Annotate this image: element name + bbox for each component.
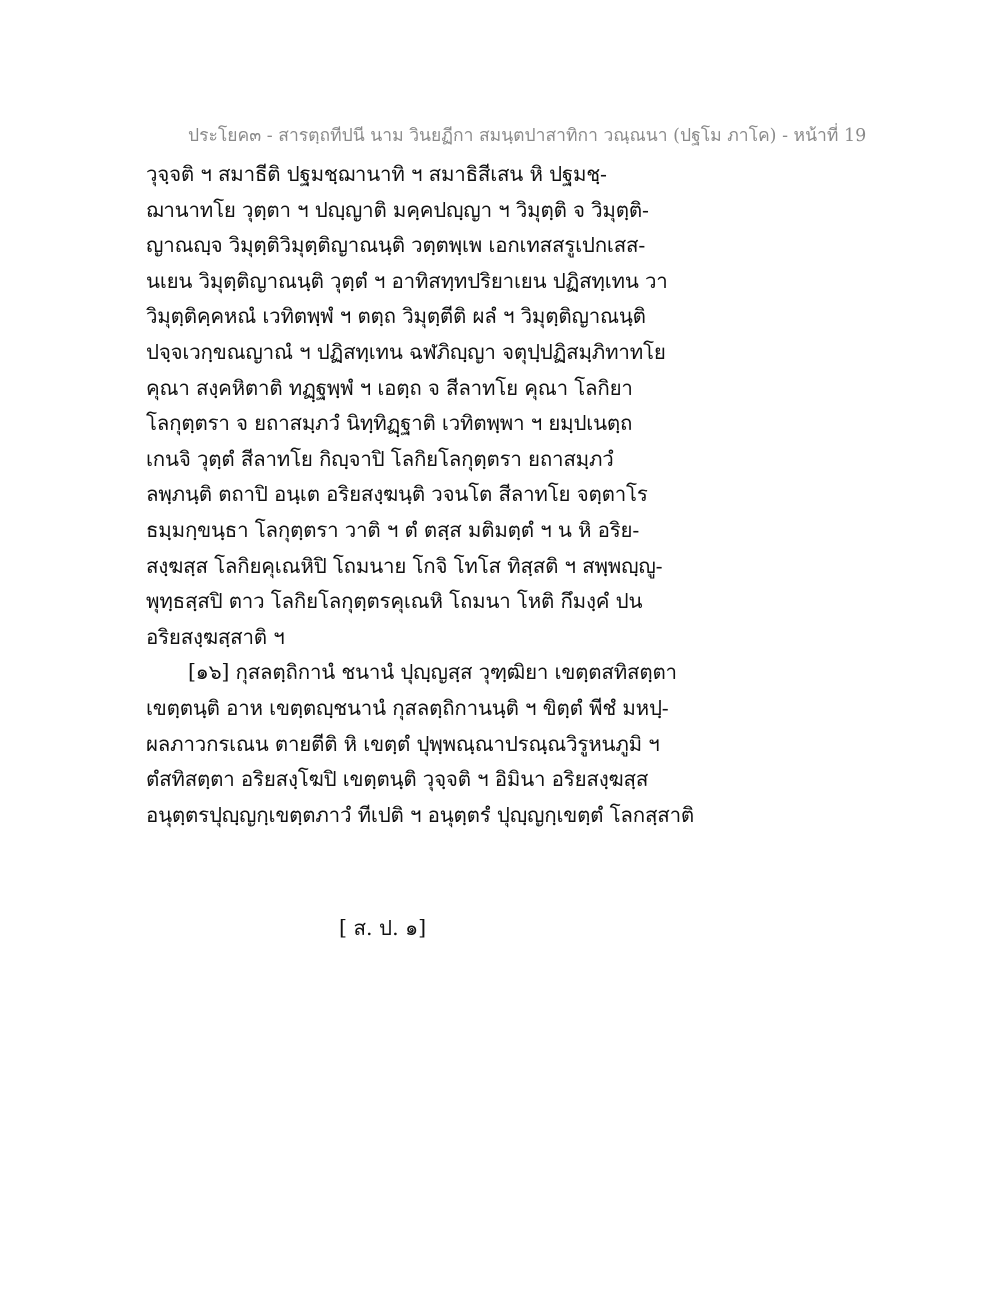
text-line: วุจฺจติ ฯ สมาธีติ ปฐมชฺฌานาทิ ฯ สมาธิสีเสน หิ ปฐมชฺ- [146,162,607,186]
text-line: เขตฺตนฺติ อาห เขตฺตญฺชนานํ กุสลตฺถิกานนฺติ ฯ ขิตฺตํ พีชํ มหปฺ- [146,695,669,720]
text-line: นเยน วิมุตฺติญาณนฺติ วุตฺตํ ฯ อาทิสทฺทปริยาเยน ปฏิสทฺเทน วา [146,268,668,293]
body-text [146,157,906,833]
text-line: โลกุตฺตรา จ ยถาสมฺภวํ นิทฺทิฏฺฐาติ เวทิตพฺพา ฯ ยมฺปเนตฺถ [146,411,633,436]
text-line: อนุตฺตรปุญฺญกฺเขตฺตภาวํ ทีเปติ ฯ อนุตฺตรํ ปุญฺญกฺเขตฺตํ โลกสฺสาติ [146,802,695,827]
text-line: วิมุตฺติคฺคหณํ เวทิตพฺพํ ฯ ตตฺถ วิมุตฺตีติ ผลํ ฯ วิมุตฺติญาณนฺติ [146,304,646,329]
text-line: อริยสงฺฆสฺสาติ ฯ [146,624,285,649]
text-line: ฌานาทโย วุตฺตา ฯ ปญฺญาติ มคฺคปญฺญา ฯ วิมุตฺติ จ วิมุตฺติ- [146,197,649,222]
text-line: [๑๖] กุสลตฺถิกานํ ชนานํ ปุญฺญสฺส วุฑฺฒิยา เขตฺตสทิสตฺตา [188,660,677,685]
text-line: ธมฺมกฺขนฺธา โลกุตฺตรา วาติ ฯ ตํ ตสฺส มติมตฺตํ ฯ น หิ อริย- [146,517,640,542]
page-header: ประโยค๓ - สารตฺถทีปนี นาม วินยฏีกา สมนฺตปาสาทิกา วณฺณนา (ปฐโม ภาโค) - หน้าที่ 19 [188,126,867,146]
text-line: เกนจิ วุตฺตํ สีลาทโย กิญฺจาปิ โลกิยโลกุตฺตรา ยถาสมฺภวํ [146,446,614,471]
text-line: คุณา สงฺคหิตาติ ทฏฺฐพฺพํ ฯ เอตฺถ จ สีลาทโย คุณา โลกิยา [146,375,633,400]
page-footer: [ ส. ป. ๑] [339,916,427,940]
text-line: ตํสทิสตฺตา อริยสงฺโฆปิ เขตฺตนฺติ วุจฺจติ ฯ อิมินา อริยสงฺฆสฺส [146,767,649,792]
text-line: ปจฺจเวกฺขณญาณํ ฯ ปฏิสทฺเทน ฉฬภิญฺญา จตุปฺปฏิสมฺภิทาทโย [146,339,666,364]
text-line: ลพฺภนฺติ ตถาปิ อนฺเต อริยสงฺฆนฺติ วจนโต สีลาทโย จตฺตาโร [146,482,648,507]
paragraph-2 [146,655,906,833]
text-line: ญาณญฺจ วิมุตฺติวิมุตฺติญาณนฺติ วตฺตพฺเพ เอกเทสสรูเปกเสส- [146,233,646,258]
text-line: สงฺฆสฺส โลกิยคุเณหิปิ โถมนาย โกจิ โทโส ทิสฺสติ ฯ สพฺพญฺญู- [146,553,663,578]
text-line: ผลภาวกรเณน ตายตีติ หิ เขตฺตํ ปุพฺพณฺณาปรณฺณวิรูหนภูมิ ฯ [146,731,660,756]
text-line: พุทฺธสฺสปิ ตาว โลกิยโลกุตฺตรคุเณหิ โถมนา โหติ กึมงฺคํ ปน [146,589,643,614]
paragraph-1 [146,157,906,655]
